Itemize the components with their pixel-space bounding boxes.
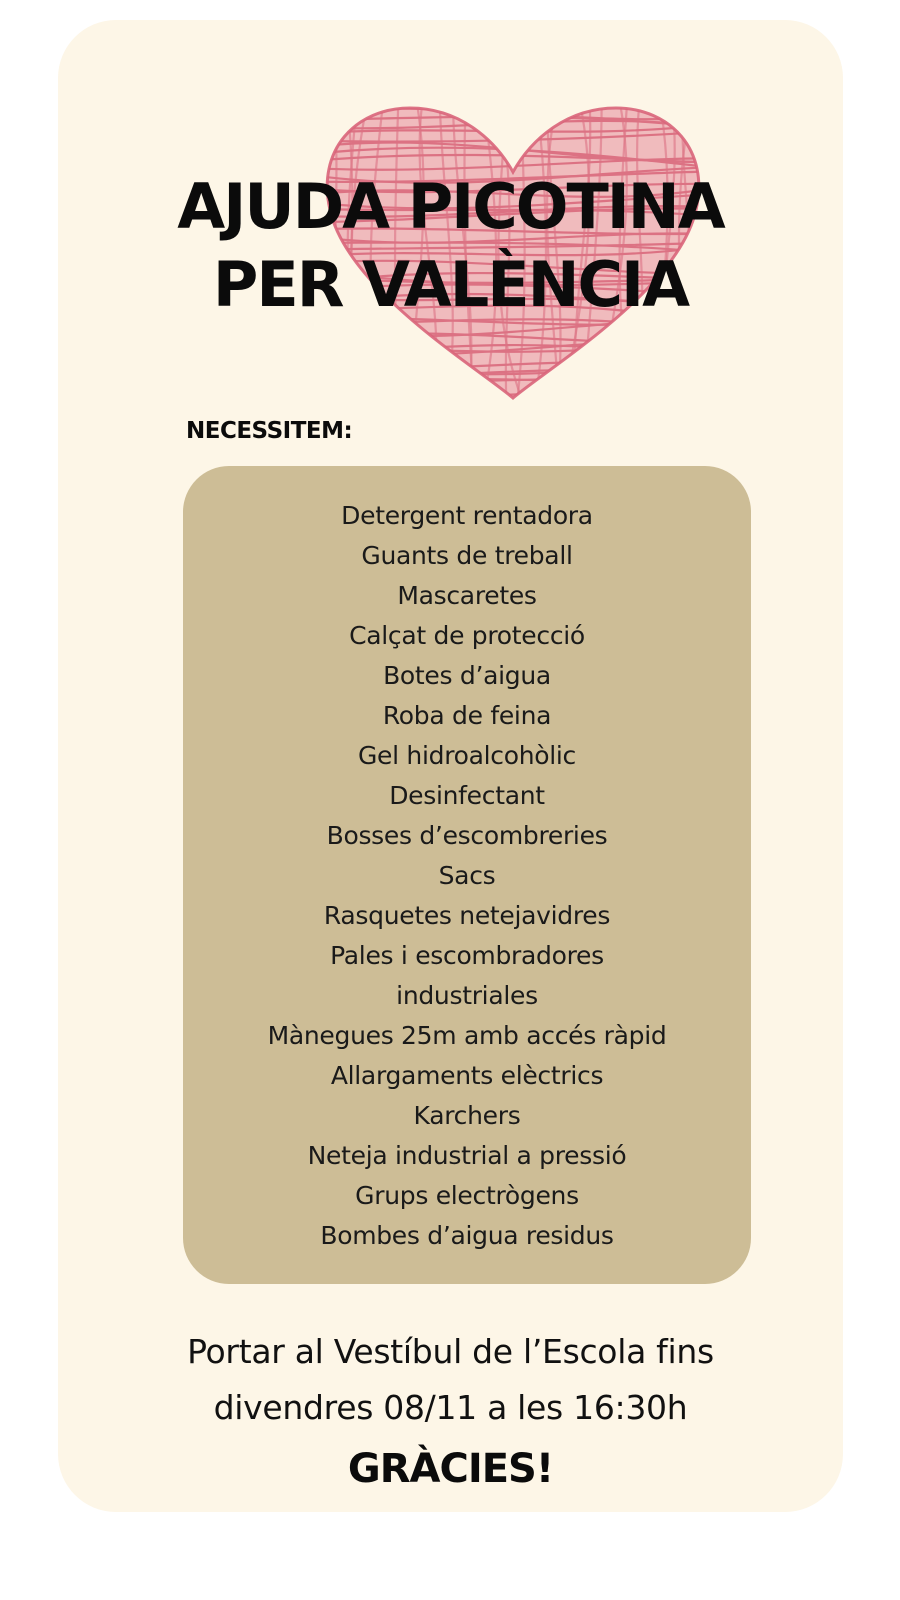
list-item: Rasquetes netejavidres bbox=[323, 901, 611, 930]
list-item: Gel hidroalcohòlic bbox=[357, 741, 576, 770]
list-item: industriales bbox=[396, 981, 538, 1010]
list-item: Botes d’aigua bbox=[383, 661, 551, 690]
supplies-list-box bbox=[183, 466, 751, 1284]
needs-label: NECESSITEM: bbox=[186, 418, 353, 444]
list-item: Mànegues 25m amb accés ràpid bbox=[267, 1021, 667, 1050]
list-item: Roba de feina bbox=[382, 701, 552, 730]
list-item: Pales i escombradores bbox=[330, 941, 604, 970]
poster-card bbox=[58, 20, 843, 1512]
delivery-line-1: Portar al Vestíbul de l’Escola fins bbox=[187, 1332, 714, 1371]
list-item: Desinfectant bbox=[389, 781, 545, 810]
list-item: Grups electrògens bbox=[355, 1181, 579, 1210]
list-item: Karchers bbox=[413, 1101, 521, 1130]
list-item: Sacs bbox=[438, 861, 496, 890]
list-item: Detergent rentadora bbox=[341, 501, 593, 530]
thanks-text: GRÀCIES! bbox=[347, 1446, 554, 1492]
title-line-1: AJUDA PICOTINA bbox=[177, 170, 724, 243]
title-line-2: PER VALÈNCIA bbox=[212, 248, 689, 321]
delivery-line-2: divendres 08/11 a les 16:30h bbox=[213, 1388, 688, 1427]
list-item: Neteja industrial a pressió bbox=[307, 1141, 627, 1170]
delivery-instructions bbox=[58, 1324, 843, 1436]
list-item: Bosses d’escombreries bbox=[326, 821, 608, 850]
poster-title bbox=[58, 168, 843, 324]
list-item: Allargaments elèctrics bbox=[330, 1061, 604, 1090]
list-item: Bombes d’aigua residus bbox=[320, 1221, 614, 1250]
list-item: Mascaretes bbox=[397, 581, 537, 610]
list-item: Guants de treball bbox=[361, 541, 573, 570]
supplies-list bbox=[183, 496, 751, 1256]
list-item: Calçat de protecció bbox=[349, 621, 585, 650]
